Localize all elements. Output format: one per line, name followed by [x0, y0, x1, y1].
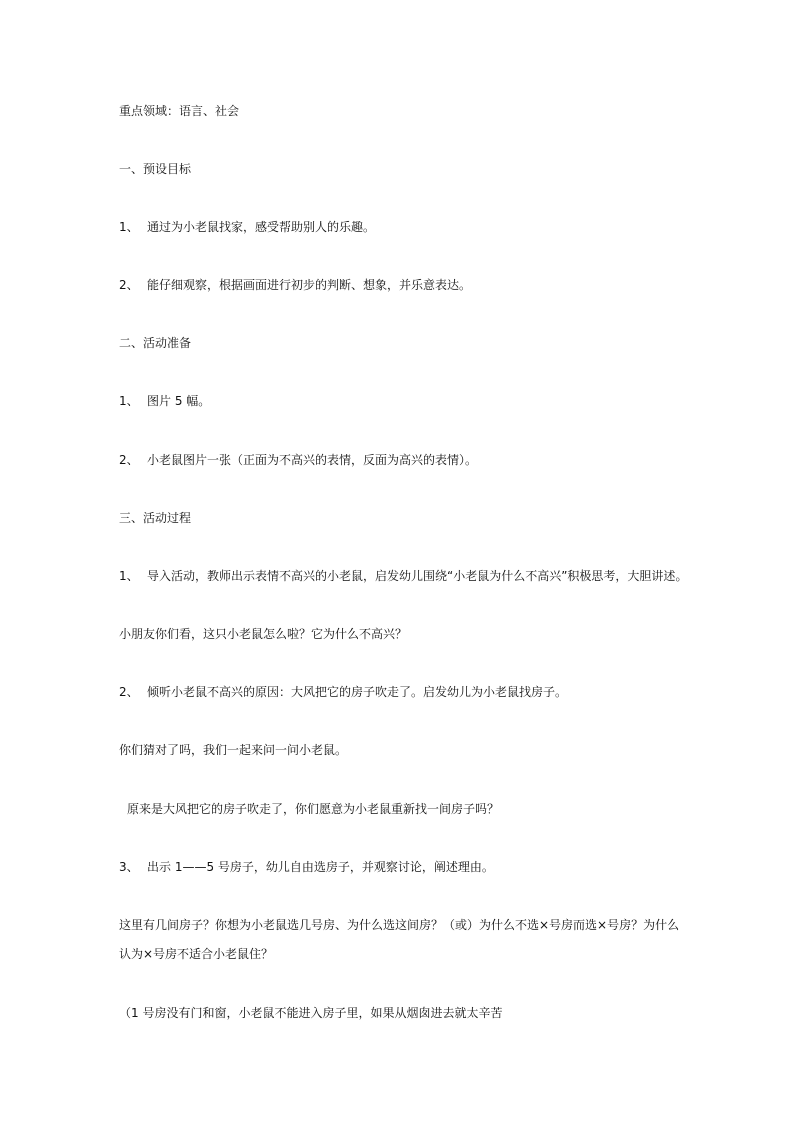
prep-2-number: 2、: [119, 453, 139, 467]
goal-2-number: 2、: [119, 278, 139, 292]
prep-item-2: [119, 452, 477, 468]
prep-1-text: 图片 5 幅。: [147, 394, 211, 408]
step-2-number: 2、: [119, 685, 139, 699]
step-2-question-1: 你们猜对了吗，我们一起来问一问小老鼠。: [119, 743, 348, 757]
step-1-text: 导入活动，教师出示表情不高兴的小老鼠，启发幼儿围绕“小老鼠为什么不高兴”积极思考，大胆讲述。: [147, 569, 688, 583]
focus-area-text: 重点领域：语言、社会: [119, 104, 240, 118]
step-item-2: [119, 684, 567, 700]
prep-2-text: 小老鼠图片一张（正面为不高兴的表情，反面为高兴的表情）。: [147, 453, 478, 467]
step-2-text: 倾听小老鼠不高兴的原因：大风把它的房子吹走了。启发幼儿为小老鼠找房子。: [147, 685, 568, 699]
section-title-preparation: 二、活动准备: [119, 336, 192, 350]
step-1-question: 小朋友你们看，这只小老鼠怎么啦？它为什么不高兴？: [119, 627, 408, 641]
step-3-question-line-2: 认为×号房不适合小老鼠住？: [119, 947, 274, 961]
goal-item-1: [119, 219, 375, 235]
step-item-1: [119, 568, 687, 584]
step-3-question-line-1: 这里有几间房子？你想为小老鼠选几号房、为什么选这间房？（或）为什么不选×号房而选×号房？为什么: [119, 918, 680, 932]
prep-1-number: 1、: [119, 394, 139, 408]
step-3-number: 3、: [119, 860, 139, 874]
prep-item-1: [119, 393, 210, 409]
step-1-number: 1、: [119, 569, 139, 583]
step-3-text: 出示 1——5 号房子，幼儿自由选房子，并观察讨论，阐述理由。: [147, 860, 494, 874]
section-title-goals: 一、预设目标: [119, 162, 192, 176]
section-title-process: 三、活动过程: [119, 511, 192, 525]
goal-2-text: 能仔细观察，根据画面进行初步的判断、想象，并乐意表达。: [147, 278, 472, 292]
goal-1-number: 1、: [119, 220, 139, 234]
step-3-answer: （1 号房没有门和窗，小老鼠不能进入房子里，如果从烟囱进去就太辛苦: [119, 1006, 503, 1020]
goal-item-2: [119, 277, 471, 293]
step-item-3: [119, 859, 494, 875]
step-2-question-2: 原来是大风把它的房子吹走了，你们愿意为小老鼠重新找一间房子吗？: [127, 802, 500, 816]
goal-1-text: 通过为小老鼠找家，感受帮助别人的乐趣。: [147, 220, 376, 234]
